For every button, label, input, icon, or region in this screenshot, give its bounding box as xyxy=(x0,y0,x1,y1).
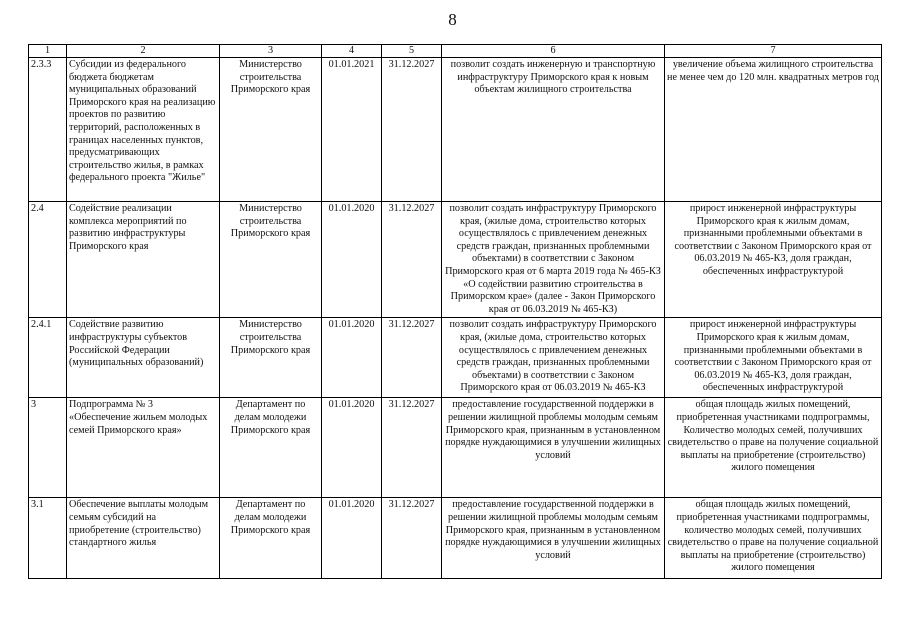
target-indicator: прирост инженерной инфраструктуры Приморского края к жилым домам, признанными проблемными объектами в соответствии с Законом Приморского края от 06.03.2019 № 465-КЗ, доля граждан, обеспеченных инфраструктурой xyxy=(665,202,882,318)
start-date: 01.01.2021 xyxy=(322,58,382,202)
start-date: 01.01.2020 xyxy=(322,202,382,318)
expected-result: позволит создать инженерную и транспортную инфраструктуру Приморского края к новым объектам жилищного строительства xyxy=(442,58,665,202)
expected-result: предоставление государственной поддержки в решении жилищной проблемы молодым семьям Приморского края, признанным в установленном порядке нуждающимися в улучшении жилищных условий xyxy=(442,498,665,579)
target-indicator: общая площадь жилых помещений, приобретенная участниками подпрограммы, Количество молодых семей, получивших свидетельство о праве на получение социальной выплаты на приобретение (строительство) жилого помещения xyxy=(665,398,882,498)
activity-name: Содействие развитию инфраструктуры субъектов Российской Федерации (муниципальных образований) xyxy=(67,318,220,398)
col-header-7: 7 xyxy=(665,45,882,58)
target-indicator: общая площадь жилых помещений, приобретенная участниками подпрограммы, количество молодых семей, получивших свидетельство о праве на получение социальной выплаты на приобретение (строительство) жилого помещения xyxy=(665,498,882,579)
col-header-2: 2 xyxy=(67,45,220,58)
expected-result: позволит создать инфраструктуру Приморского края, (жилые дома, строительство которых осуществлялось с привлечением денежных средств граждан, признанных проблемными объектами) в соответствии с Законом Приморского края от 6 марта 2019 года № 465-КЗ «О содействии развитию строительства в Приморском крае» (далее - Закон Приморского края от 06.03.2019 № 465-КЗ) xyxy=(442,202,665,318)
responsible-executor: Департамент по делам молодежи Приморского края xyxy=(220,498,322,579)
row-number: 2.3.3 xyxy=(29,58,67,202)
activity-name: Субсидии из федерального бюджета бюджетам муниципальных образований Приморского края на реализацию проектов по развитию территорий, расположенных в границах населенных пунктов, предусматривающих строительство жилья, в рамках федерального проекта "Жилье" xyxy=(67,58,220,202)
table-row xyxy=(29,202,882,318)
col-header-1: 1 xyxy=(29,45,67,58)
col-header-3: 3 xyxy=(220,45,322,58)
table-row xyxy=(29,58,882,202)
col-header-5: 5 xyxy=(382,45,442,58)
activity-name: Содействие реализации комплекса мероприятий по развитию инфраструктуры Приморского края xyxy=(67,202,220,318)
activity-name: Обеспечение выплаты молодым семьям субсидий на приобретение (строительство) стандартного жилья xyxy=(67,498,220,579)
end-date: 31.12.2027 xyxy=(382,202,442,318)
col-header-4: 4 xyxy=(322,45,382,58)
table-row xyxy=(29,398,882,498)
end-date: 31.12.2027 xyxy=(382,318,442,398)
responsible-executor: Департамент по делам молодежи Приморского края xyxy=(220,398,322,498)
table-row xyxy=(29,318,882,398)
program-table xyxy=(28,44,882,579)
page-number: 8 xyxy=(448,10,457,29)
activity-name: Подпрограмма № 3 «Обеспечение жильем молодых семей Приморского края» xyxy=(67,398,220,498)
col-header-6: 6 xyxy=(442,45,665,58)
start-date: 01.01.2020 xyxy=(322,318,382,398)
responsible-executor: Министерство строительства Приморского края xyxy=(220,318,322,398)
end-date: 31.12.2027 xyxy=(382,498,442,579)
end-date: 31.12.2027 xyxy=(382,398,442,498)
row-number: 2.4.1 xyxy=(29,318,67,398)
start-date: 01.01.2020 xyxy=(322,398,382,498)
start-date: 01.01.2020 xyxy=(322,498,382,579)
row-number: 3.1 xyxy=(29,498,67,579)
responsible-executor: Министерство строительства Приморского края xyxy=(220,202,322,318)
expected-result: предоставление государственной поддержки в решении жилищной проблемы молодым семьям Приморского края, признанным в установленном порядке нуждающимися в улучшении жилищных условий xyxy=(442,398,665,498)
responsible-executor: Министерство строительства Приморского края xyxy=(220,58,322,202)
row-number: 3 xyxy=(29,398,67,498)
row-number: 2.4 xyxy=(29,202,67,318)
expected-result: позволит создать инфраструктуру Приморского края, (жилые дома, строительство которых осуществлялось с привлечением денежных средств граждан, признанных проблемными объектами) в соответствии с Законом Приморского края от 06.03.2019 № 465-КЗ xyxy=(442,318,665,398)
table-row xyxy=(29,498,882,579)
target-indicator: прирост инженерной инфраструктуры Приморского края к жилым домам, признанными проблемными объектами в соответствии с Законом Приморского края от 06.03.2019 № 465-КЗ, доля граждан, обеспеченных инфраструктурой xyxy=(665,318,882,398)
target-indicator: увеличение объема жилищного строительства не менее чем до 120 млн. квадратных метров год xyxy=(665,58,882,202)
header-row xyxy=(29,45,882,58)
end-date: 31.12.2027 xyxy=(382,58,442,202)
